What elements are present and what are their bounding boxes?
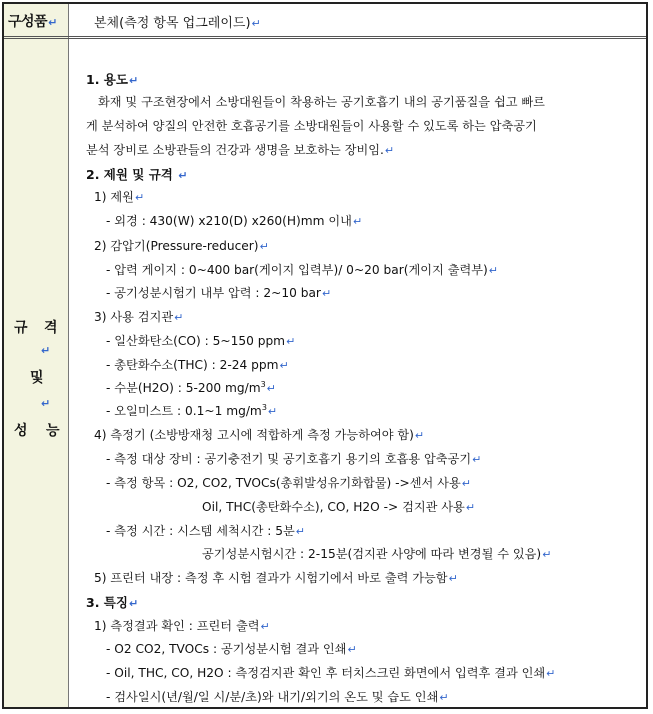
spec-item-3: 3) 사용 검지관↵ (94, 310, 184, 324)
spec-item-4a: - 측정 대상 장비 : 공기충전기 및 공기호흡기 용기의 호흡용 압축공기↵ (106, 452, 482, 466)
purpose-line-1: 화재 및 구조현장에서 소방대원들이 착용하는 공기호흡기 내의 공기품질을 쉽고 빠르 (98, 95, 545, 109)
spec-item-3a: - 일산화탄소(CO) : 5~150 ppm↵ (106, 334, 296, 348)
spec-item-4: 4) 측정기 (소방방재청 고시에 적합하게 측정 가능하여야 함)↵ (94, 428, 425, 442)
spec-item-2a: - 압력 게이지 : 0~400 bar(게이지 입력부)/ 0~20 bar(게이지 출력부)↵ (106, 263, 498, 277)
spec-item-4c: - 측정 시간 : 시스템 세척시간 : 5분↵ (106, 524, 305, 538)
purpose-line-3: 분석 장비로 소방관들의 건강과 생명을 보호하는 장비임.↵ (86, 143, 395, 157)
spec-item-4c-cont: 공기성분시험시간 : 2-15분(검지관 사양에 따라 변경될 수 있음)↵ (202, 547, 552, 561)
feature-item-1b: - Oil, THC, CO, H2O : 측정검지관 확인 후 터치스크린 화면에서 입력후 결과 인쇄↵ (106, 666, 556, 680)
spec-item-4b: - 측정 항목 : O2, CO2, TVOCs(총휘발성유기화합물) ->센서 사용↵ (106, 476, 471, 490)
section-heading-purpose: 1. 용도↵ (86, 72, 139, 87)
spec-item-1: 1) 제원↵ (94, 190, 145, 204)
spec-table: 구성품↵ 본체(측정 항목 업그레이드)↵ 규 격 ↵ 및 ↵ 성 능 1. 용도↵ 화재 및 구조현장에서 소방대원들이 착용하는 공기호흡기 내의 공기품질을 쉽고 빠르 게 분석하여 양질의 안전한 호흡공기를 소방대원들이 사용할 수 있도록 하는 압축공기 분석 장비로 소방관들의 건강과 생명을 보호하는 장비임.↵ 2. 제원 및 규격 ↵ 1) 제원↵ - 외경 : 430(W) x210(D) x260(H)mm 이내↵ 2) 감압기(Pressure-reducer)↵ - 압력 게이지 : 0~400 bar(게이지 입력부)/ 0~20 bar(게이지 출력부)↵ - 공기성분시험기 내부 압력 : 2~10 bar↵ 3) 사용 검지관↵ - 일산화탄소(CO) : 5~150 ppm↵ - 총탄화수소(THC) : 2-24 ppm↵ - 수분(H2O) : 5-200 $mg/m^3↵$ - 오일미스트 : 0.1~1 $mg/m^3↵$ 4) 측정기 (소방방재청 고시에 적합하게 측정 가능하여야 함)↵ - 측정 대상 장비 : 공기충전기 및 공기호흡기 용기의 호흡용 압축공기↵ - 측정 항목 : O2, CO2, TVOCs(총휘발성유기화합물) ->센서 사용↵ Oil, THC(총탄화수소), CO, H2O -> 검지관 사용↵ - 측정 시간 : 시스템 세척시간 : 5분↵ 공기성분시험시간 : 2-15분(검지관 사양에 따라 변경될 수 있음)↵ 5) 프린터 내장 : 측정 후 시험 결과가 시험기에서 바로 출력 가능함↵ 3. 특징↵ 1) 측정결과 확인 : 프린터 출력↵ - O2 CO2, TVOCs : 공기성분시험 결과 인쇄↵ - Oil, THC, CO, H2O : 측정검지관 확인 후 터치스크린 화면에서 입력후 결과 인쇄↵ - 검사일시(년/월/일 시/분/초)와 내기/외기의 온도 및 습도 인쇄↵ (2, 2, 648, 709)
spec-item-4b-cont: Oil, THC(총탄화수소), CO, H2O -> 검지관 사용↵ (202, 500, 476, 514)
spec-item-5: 5) 프린터 내장 : 측정 후 시험 결과가 시험기에서 바로 출력 가능함↵ (94, 571, 458, 585)
row-divider (4, 36, 646, 39)
feature-item-1a: - O2 CO2, TVOCs : 공기성분시험 결과 인쇄↵ (106, 642, 357, 656)
spec-item-2: 2) 감압기(Pressure-reducer)↵ (94, 239, 269, 253)
spec-item-3d: - 오일미스트 : 0.1~1 $mg/m^3↵$ (106, 402, 278, 418)
spec-item-3b: - 총탄화수소(THC) : 2-24 ppm↵ (106, 358, 289, 372)
section-heading-spec: 2. 제원 및 규격 ↵ (86, 167, 188, 182)
label-column (4, 4, 69, 707)
spec-item-1a: - 외경 : 430(W) x210(D) x260(H)mm 이내↵ (106, 214, 363, 228)
component-value: 본체(측정 항목 업그레이드)↵ (94, 16, 261, 31)
feature-item-1c: - 검사일시(년/월/일 시/분/초)와 내기/외기의 온도 및 습도 인쇄↵ (106, 690, 449, 704)
spec-item-2b: - 공기성분시험기 내부 압력 : 2~10 bar↵ (106, 286, 332, 300)
component-label: 구성품↵ (8, 14, 57, 30)
section-heading-features: 3. 특징↵ (86, 595, 139, 610)
feature-item-1: 1) 측정결과 확인 : 프린터 출력↵ (94, 619, 270, 633)
purpose-line-2: 게 분석하여 양질의 안전한 호흡공기를 소방대원들이 사용할 수 있도록 하는 압축공기 (86, 119, 537, 133)
spec-item-3c: - 수분(H2O) : 5-200 $mg/m^3↵$ (106, 379, 276, 395)
